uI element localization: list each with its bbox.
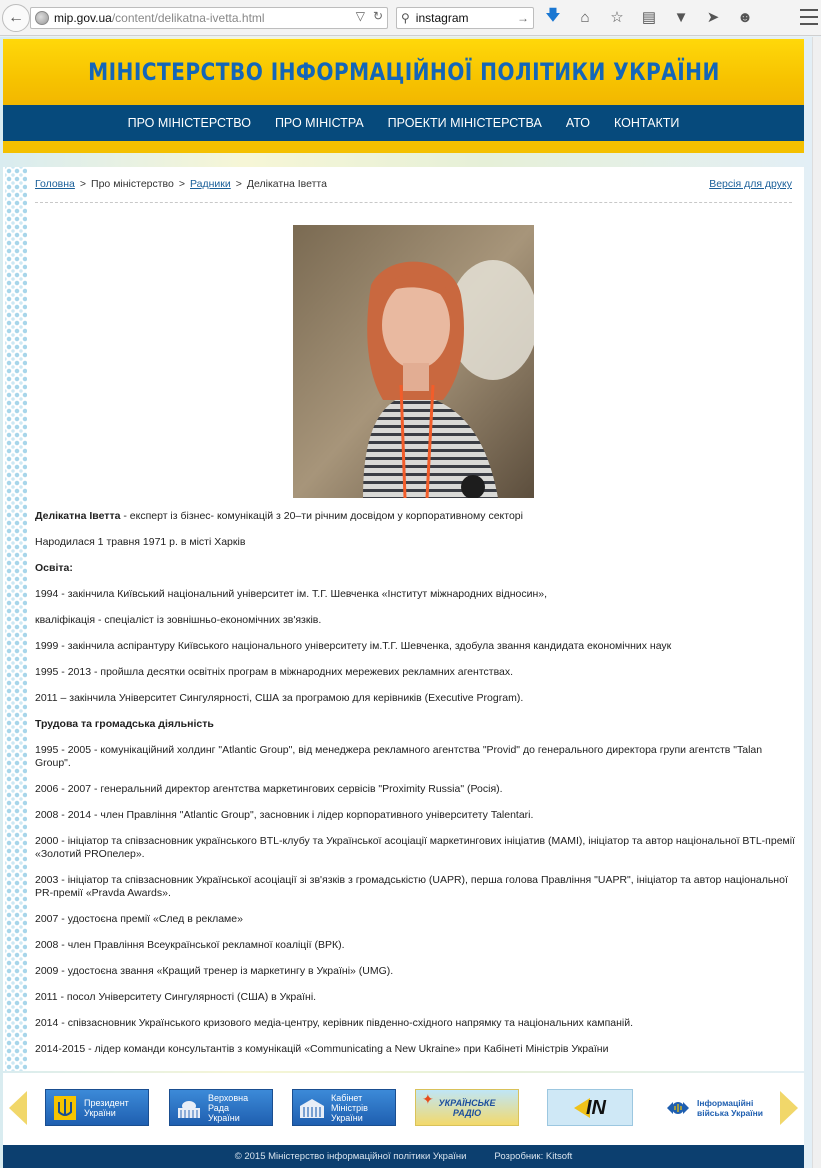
main-navigation [3, 105, 804, 141]
search-value: instagram [415, 11, 469, 25]
breadcrumb-current: Делікатна Іветта [246, 178, 327, 190]
nav-projects[interactable]: ПРОЕКТИ МІНІСТЕРСТВА [387, 116, 542, 130]
divider [35, 202, 792, 203]
url-host: mip.gov.ua [54, 11, 112, 25]
back-button[interactable] [2, 4, 30, 32]
work-item: 2008 - член Правління Всеукраїнської рекламної коаліції (ВРК). [35, 939, 345, 951]
education-item: 1999 - закінчила аспірантуру Київського національного університету ім.Т.Г. Шевченка, здобула звання кандидата економічних наук [35, 640, 672, 652]
partner-president-link[interactable] [45, 1089, 149, 1126]
address-bar[interactable] [30, 7, 388, 29]
partner-label: Інформаційні війська України [697, 1097, 763, 1118]
work-item: 2006 - 2007 - генеральний директор агентства маркетингових сервісів "Proximity Russia" (Росія). [35, 783, 503, 795]
work-item: 2014-2015 - лідер команди консультантів з комунікацій «Communicating a New Ukraine» при Кабінеті Міністрів України [35, 1043, 609, 1055]
intro-paragraph [35, 510, 795, 523]
download-icon[interactable]: 🡇 [545, 6, 561, 24]
site-footer [3, 1145, 804, 1168]
nav-contacts[interactable]: КОНТАКТИ [614, 116, 680, 130]
globe-icon [35, 11, 49, 25]
breadcrumb-home[interactable]: Головна [35, 178, 75, 190]
education-item: кваліфікація - спеціаліст із зовнішньо-економічних зв'язків. [35, 614, 322, 626]
partner-label: Президент України [84, 1097, 129, 1118]
home-icon[interactable]: ⌂ [580, 8, 590, 26]
intro-text: - експерт із бізнес- комунікацій з 20–ти річним досвідом у корпоративному секторі [120, 510, 523, 522]
work-item: 2008 - 2014 - член Правління "Atlantic Group", засновник і лідер корпоративного університету Talentari. [35, 809, 534, 821]
pocket-icon[interactable]: ▼ [673, 8, 689, 26]
url-path: /content/delikatna-ivetta.html [111, 11, 265, 25]
footer-copyright: © 2015 Міністерство інформаційної політики України [234, 1151, 467, 1162]
search-icon: ⚲ [401, 11, 410, 25]
parliament-icon [176, 1094, 202, 1122]
partner-parliament-link[interactable] [169, 1089, 273, 1126]
dropdown-icon[interactable]: ▽ [355, 9, 365, 23]
partner-radio-link[interactable] [415, 1089, 519, 1126]
scrollbar[interactable] [812, 37, 821, 1168]
work-heading: Трудова та громадська діяльність [35, 718, 214, 730]
reading-list-icon[interactable]: ▤ [641, 9, 657, 26]
print-version-link[interactable]: Версія для друку [709, 178, 792, 190]
search-input[interactable] [396, 7, 534, 29]
site-header [3, 39, 804, 105]
partner-info-troops-link[interactable] [659, 1089, 769, 1126]
footer-developer[interactable]: Розробник: Kitsoft [494, 1151, 573, 1162]
breadcrumb-separator: > [79, 178, 87, 190]
education-item: 2011 – закінчила Університет Сингулярності, США за програмою для керівників (Executive Program). [35, 692, 524, 704]
work-item: 2014 - співзасновник Українського кризового медіа-центру, керівник південно-східного напрямку та національних кампаній. [35, 1017, 634, 1029]
ornament-border [5, 167, 27, 1071]
page-background [0, 37, 812, 1168]
portrait-photo [293, 225, 534, 498]
nav-about-minister[interactable]: ПРО МІНІСТРА [274, 116, 364, 130]
education-heading: Освіта: [35, 562, 73, 574]
portrait-illustration [293, 225, 534, 498]
reload-icon[interactable]: ↻ [372, 9, 383, 23]
work-item: 2007 - удостоєна премії «След в рекламе» [35, 913, 243, 925]
breadcrumb-separator: > [235, 178, 242, 190]
work-item: 2011 - посол Університету Сингулярності (США) в Україні. [35, 991, 317, 1003]
bookmark-star-icon[interactable]: ☆ [610, 9, 624, 26]
nav-ato[interactable]: АТО [565, 116, 590, 130]
work-item: 2000 - ініціатор та співзасновник українського BTL-клубу та Української асоціації маркетингових ініціатив (МАМІ), ініціатор та автор національної BTL-премії «Золотий PROпелер». [35, 835, 796, 860]
partner-label: Кабінет Міністрів України [331, 1092, 368, 1123]
article-body [35, 510, 795, 1069]
nav-about-ministry[interactable]: ПРО МІНІСТЕРСТВО [127, 116, 251, 130]
smiley-icon[interactable]: ☻ [737, 8, 753, 26]
browser-toolbar [0, 0, 821, 36]
partner-carousel [3, 1073, 804, 1145]
breadcrumb-advisers[interactable]: Радники [190, 178, 231, 190]
breadcrumb [35, 178, 327, 190]
breadcrumb-separator: > [178, 178, 185, 190]
carousel-next-arrow-icon[interactable] [780, 1091, 798, 1125]
back-arrow-icon: ← [8, 9, 24, 26]
partner-label: УКРАЇНСЬКЕ РАДІО [438, 1097, 496, 1118]
partner-cabinet-link[interactable] [292, 1089, 396, 1126]
work-item: 1995 - 2005 - комунікаційний холдинг "Atlantic Group", від менеджера рекламного агентства "Provid" до генерального директора групи агентств "Talan Group". [35, 744, 763, 769]
partner-label: Верховна Рада України [208, 1092, 249, 1123]
work-item: 2003 - ініціатор та співзасновник Української асоціації зі зв'язків з громадськістю (UAPR), перша голова Правління "UAPR", ініціатор та автор національної PR-премії «Pravda Awards». [35, 874, 788, 899]
search-go-icon[interactable]: → [517, 11, 529, 25]
partner-label: IN [586, 1096, 606, 1119]
info-troops-icon [665, 1094, 691, 1122]
breadcrumb-section: Про міністерство [91, 178, 174, 190]
education-item: 1994 - закінчила Київський національний університет ім. Т.Г. Шевченка «Інститут міжнародних відносин», [35, 588, 548, 600]
birth-paragraph: Народилася 1 травня 1971 р. в місті Харків [35, 536, 246, 548]
main-content [3, 167, 804, 1071]
work-item: 2009 - удостоєна звання «Кращий тренер із маркетингу в Україні» (UMG). [35, 965, 394, 977]
menu-icon[interactable] [800, 7, 818, 27]
header-stripe [3, 141, 804, 153]
trident-icon [52, 1094, 78, 1122]
radio-icon: ✦ [422, 1091, 434, 1107]
education-item: 1995 - 2013 - пройшла десятки освітніх програм в міжнародних мережевих рекламних агентствах. [35, 666, 514, 678]
send-icon[interactable]: ➤ [706, 9, 720, 26]
carousel-prev-arrow-icon[interactable] [9, 1091, 27, 1125]
person-name: Делікатна Іветта [35, 510, 121, 522]
partner-in-link[interactable] [547, 1089, 633, 1126]
site-title[interactable]: МІНІСТЕРСТВО ІНФОРМАЦІЙНОЇ ПОЛІТИКИ УКРАЇНИ [87, 58, 720, 86]
cabinet-icon [299, 1094, 325, 1122]
